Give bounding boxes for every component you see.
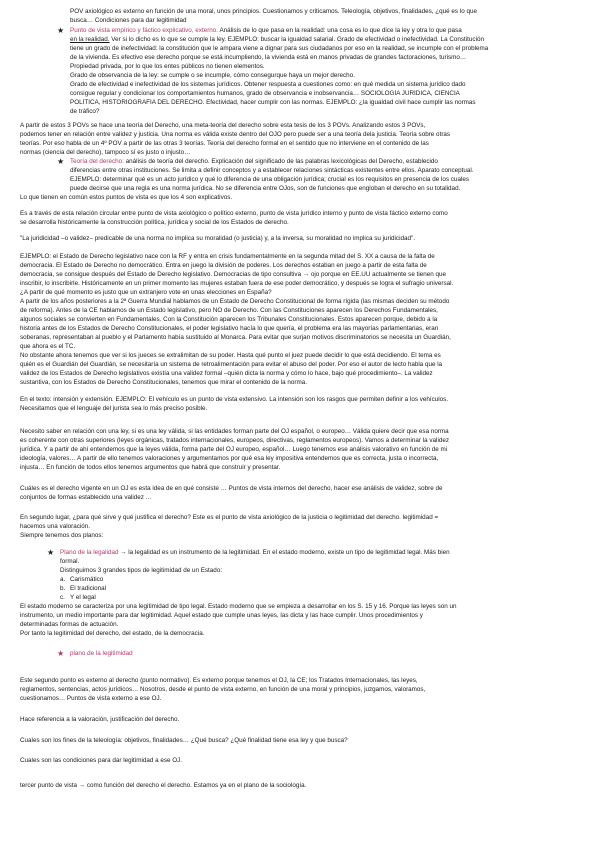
text-line: Necesito saber en relación con una ley, si es una ley válida, si las entidades forman parte del OJ español, o europeo… Válida quiere decir que esa norma (20, 428, 449, 435)
bullet-text: → la legalidad es un instrumento de la legitimidad. En el estado moderno, existe un tipo de legitimidad legal. Más bien (118, 549, 450, 556)
list-item: Y el legal (70, 594, 96, 601)
text-line: Distinguimos 3 grandes tipos de legitimidad de un Estado: (60, 567, 223, 574)
text-line: teorías. Por eso habla de un 4º POV a partir de las otras 3 teorías. Teoría del derecho formal en el sentido que no interviene en el contenido de las (20, 140, 429, 147)
text-line: que ahora es el TC. (20, 343, 76, 350)
bullet-item (70, 158, 580, 167)
text-line: Propiedad privada, por lo que los entes públicos no tienen elementos. (70, 63, 265, 70)
text-line: POLÍTICA, HISTORIOGRAFÍA DEL DERECHO. Efectividad, hacer cumplir con las normas. EJEMPLO: ¿la igualdad civil hace cumplir las normas (70, 99, 476, 106)
list-marker: b. (60, 585, 66, 592)
star-bullet-icon: ★ (57, 26, 65, 35)
text-line: cuestionamos… Puntos de vista externo a ese OJ. (20, 695, 162, 702)
text-line: EJEMPLO: el Estado de Derecho legislativo nace con la RF y entra en crisis fundamentalmente en la segunda mitad del S. XX a causa de la falta de (20, 253, 435, 260)
text-line: No obstante ahora tenemos que ver si los jueces se extralimitan de su poder. Hasta qué punto el juez puede decidir lo que está decidiendo. El tema es (20, 352, 441, 359)
list-marker: c. (60, 594, 65, 601)
text-line: es coherente con otras superiores (leyes orgánicas, tratados internacionales, europeos, directivas, reglamentos europeos). Vamos a determinar la validez (20, 437, 449, 444)
text-line: ¿A partir de qué momento es justo que un extranjero vote en unas elecciones en España? (20, 289, 272, 296)
text-line: injusta… En función de todos ellos tenemos argumentos que habrá que construir y presentar. (20, 464, 281, 471)
text-line: POV axiológico es externo en función de una moral, unos principios. Cuestionamos y criticamos. Teleología, objetivos, finalidades, ¿qué es lo que (70, 8, 477, 15)
star-bullet-icon: ★ (57, 157, 65, 166)
bullet-title: Plano de la legalidad (60, 549, 119, 556)
text-line: conjuntos de formas establecido una validez … (20, 494, 152, 501)
list-item: El tradicional (70, 585, 107, 592)
text-line: tiene un grado de inefectividad: la constitución que le ampara viene a dignar para sus ciudadanos por eso en la realidad, se incumple con el problema (70, 45, 489, 52)
text-line: formal. (60, 558, 80, 565)
bullet-title: Teoría del derecho: (70, 158, 124, 165)
text-line: jurídica. Y a partir de ahí entendemos que la leyes válida, forma parte del OJ europeo, español… Luego tenemos ese análisis valorativo en función de mi (20, 446, 448, 453)
text-line: de reforma). Antes de la CE hablamos de un Estado legislativo, pero NO de Derecho. Con las Constituciones aparecen los Derechos Fundamentales, (20, 307, 438, 314)
text-line: Este segundo punto es externo al derecho (punto normativo). Es externo porque tenemos el OJ, la CE; los Tratados Internacionales, las leyes, (20, 677, 418, 684)
bullet-text: Análisis de lo que pasa en la realidad: una cosa es lo que dice la ley y otra lo que pasa (219, 27, 462, 34)
text-line: En segundo lugar, ¿para qué sirve y qué justifica el derecho? Este es el punto de vista axiológico de la justicia o legitimidad del derecho. legitimidad = (20, 514, 439, 521)
text-line: En el texto: intensión y extensión. EJEMPLO: El vehículo es un punto de vista extensivo. La intensión son los rasgos que permiten definir a los vehículos. (20, 396, 449, 403)
text-line: busca… Condiciones para dar legitimidad (70, 17, 187, 24)
text-line: validez de los Estados de Derecho legislativos existía una validez formal –quién dicta la norma y cómo lo hace, bajo qué procedimiento–. La validez (20, 370, 433, 377)
star-bullet-icon: ★ (47, 548, 55, 557)
underlined-text: en la realidad. (70, 36, 110, 43)
text-line: diferencias entre otras instituciones. Se limita a definir conceptos y a establecer relaciones sintácticas existentes entre ellos. Aparato conceptual. (70, 167, 474, 174)
text-line: podemos tener en relación entre validez y justicia. Una norma es válida existe dentro del OJO pero puede ser a una teoría dela justicia. Teoría sobre otras (20, 131, 451, 138)
text-line: instrumento, un medio importante para dar legitimidad. Aquel estado que cumple unas leyes, las dicta y las hace cumplir. Unos procedimientos y (20, 612, 423, 619)
text-line: A partir de estos 3 POVs se hace una teoría del Derecho, una meta-teoría del derecho sobre esta tesis de los 3 POVs. Analizando estos 3 POVs, (20, 122, 426, 129)
text-line: quién es el Guardián del Guardián, se necesitaría un sistema de retroalimentación para evitar el abuso del poder. Por eso el autor de lecto habla que la (20, 361, 443, 368)
bullet-text: análisis de teoría del derecho. Explicación del significado de las palabras lexicológicas del Derecho, establecido (123, 158, 438, 165)
bullet-text: Ver si lo dicho es lo que se cumple la ley. EJEMPLO: buscar la igualdad salarial. Grado de efectividad o inefectividad. La Constitución (109, 36, 484, 43)
text-line: soberanas, representaban al pueblo y el Parlamento había sustituido al Monarca. Para evitar que surjan motivos discriminatorios se necesita un Guardián, (20, 334, 451, 341)
bullet-title: plano de la legitimidad (70, 650, 133, 657)
text-line: inscribir, lo inscribirle. Históricamente en un primer momento las mujeres estaban fuera de ese poder democrático, y después se logra el sufragio universal. (20, 280, 454, 287)
text-line: hacemos una valoración. (20, 523, 91, 530)
text-line: reglamentos, sentencias, actos jurídicos… Nosotros, desde el punto de vista externo, en función de una moral y principios, juzgamos, valoramos, (20, 686, 426, 693)
text-line: tercer punto de vista → como función del derecho el derecho. Estamos ya en el plano de la sociología. (20, 782, 307, 789)
text-line: democracia. El Estado de Derecho no democrático. Entra en juego la división de poderes. Los derechos estaban en juego a partir de esta falta de (20, 262, 427, 269)
bullet-title: Punto de vista empírico y fáctico explicativo, externo. (70, 27, 219, 34)
text-line: Grado de efectividad e inefectividad de los sistemas jurídicos. Obtener respuesta a cuestiones como: en qué medida un sistema jurídico dado (70, 81, 466, 88)
text-line: Lo que tienen en común estos puntos de vista es que los 4 son explicativos. (20, 194, 233, 201)
text-line: Cuales son las condiciones para dar legitimidad a ese OJ. (20, 757, 183, 764)
text-line: Es a través de esta relación circular entre punto de vista axiológico o político externo, punto de vista jurídico interno y punto de vista fáctico externo como (20, 210, 448, 217)
text-line (70, 36, 580, 45)
text-line: sustantiva, con los Estados de Derecho Constitucionales, tenemos que mirar el contenido de la norma. (20, 379, 308, 386)
text-line: democracia, se consigue después del Estado de Derecho legislativo. Democracias de tipo consultiva → ojo porque en EE.UU actualmente se tienen que (20, 271, 446, 278)
text-line: ideología, valores… A partir de ello tenemos valoraciones y argumentamos por qué esa ley impositiva entendemos que es correcta, justa o incorrecta, (20, 455, 439, 462)
text-line: Cuales son los fines de la teleología: objetivos, finalidades… ¿Qué busca? ¿Qué finalidad tiene esa ley y que busca? (20, 737, 348, 744)
text-line: de tráfico? (70, 108, 100, 115)
text-line: Siempre tenemos dos planos: (20, 532, 104, 539)
star-bullet-icon: ★ (57, 649, 65, 658)
text-line: consigue regular y condicionar los comportamientos humanos, grado de observancia e inobservancia… SOCIOLOGÍA JURÍDICA, CIENCIA (70, 90, 460, 97)
text-line: se desarrolla históricamente la construcción política, jurídica y social de los Estados de derecho. (20, 219, 289, 226)
text-line: de la vivienda. Es efectivo ese derecho porque se está incumpliendo, la vivienda está en manos privadas de grandes factoraciones, turismo… (70, 54, 467, 61)
text-line: algunos sociales se convierten en Fundamentales. Con la Constitución aparecen los Tribunales Constitucionales. Estos aparecen porque, debido a la (20, 316, 438, 323)
text-line: puede decirse que una regla es una norma jurídica. No se diferencia entre OJos, son de funciones que engloban el derecho en su totalidad. (70, 185, 461, 192)
text-line: Cuáles es el derecho vigente en un OJ es esta idea de en qué consiste … Puntos de vista internos del derecho, hacer ese análisis de validez, sobre de (20, 485, 443, 492)
list-item: Carismático (70, 576, 104, 583)
text-line: A partir de los años posteriores a la 2ª Guerra Mundial hablamos de un Estado de Derecho Constitucional de forma rígida (las mismas deciden su método (20, 298, 450, 305)
bullet-item (60, 549, 580, 558)
text-line: historia antes de los Estados de Derecho Constitucionales, el poder legislativo hacía lo que quería, el problema era las mayorías parlamentarias, eran (20, 325, 439, 332)
list-marker: a. (60, 576, 66, 583)
quote-line: "La juridicidad –o validez– predicable de una norma no implica su moralidad (o justicia) y, a la inversa, su moralidad no implica su juridicidad". (20, 235, 415, 242)
text-line: Hace referencia a la valoración, justificación del derecho. (20, 716, 180, 723)
text-line: EJEMPLO: determinar qué es un acto jurídico y qué lo diferencia de una obligación jurídica; crucial es los requisitos en presencia de los cuales (70, 176, 470, 183)
text-line: normas (ciencia del derecho), tampoco sí es justo o injusto… (20, 149, 191, 156)
text-line: Grado de observancia de la ley: se cumple o se incumple, cómo consegurque haya un mejor derecho. (70, 72, 355, 79)
text-line: Por tanto la legitimidad del derecho, del estado, de la democracia. (20, 630, 205, 637)
text-line: determinadas formas de actuación. (20, 621, 119, 628)
bullet-item (70, 27, 580, 36)
text-line: El estado moderno se caracteriza por una legitimidad de tipo legal. Estado moderno que se empieza a desarrollar en los S. 15 y 16. Porque las leyes son un (20, 603, 457, 610)
text-line: Necesitamos que el lenguaje del jurista sea lo más preciso posible. (20, 405, 208, 412)
